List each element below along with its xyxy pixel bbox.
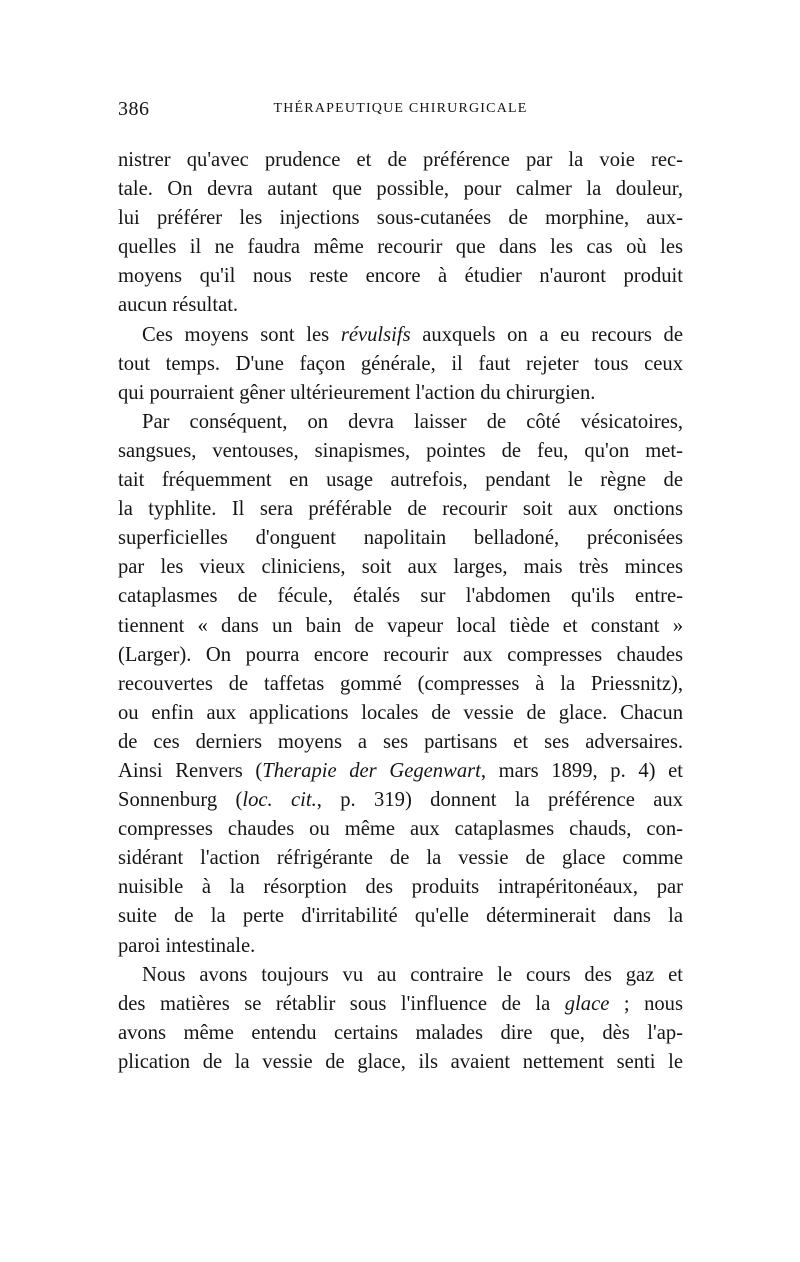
text-line: recouvertes de taffetas gommé (compresses à la Priessnitz), [118,672,683,695]
text-line: tout temps. D'une façon générale, il faut rejeter tous ceux [118,352,683,375]
page-number: 386 [118,98,150,120]
text-line: qui pourraient gêner ultérieurement l'action du chirurgien. [118,381,596,404]
text-segment: , p. 319) donnent la préférence aux [316,789,683,812]
body-text [118,146,683,1077]
text-segment: ; nous [609,992,683,1015]
text-line [118,786,683,815]
text-segment: Ainsi Renvers ( [118,759,263,782]
text-line: tiennent « dans un bain de vapeur local tiède et constant » [118,614,683,637]
text-segment: Sonnenburg ( [118,789,243,812]
text-line [118,321,683,350]
text-line: plication de la vessie de glace, ils avaient nettement senti le [118,1050,683,1073]
text-line: lui préférer les injections sous-cutanées de morphine, aux- [118,207,683,230]
text-line: sidérant l'action réfrigérante de la vessie de glace comme [118,847,683,870]
text-line: nistrer qu'avec prudence et de préférence par la voie rec- [118,149,683,171]
text-line: suite de la perte d'irritabilité qu'elle déterminerait dans la [118,905,683,928]
page-header [118,98,683,128]
running-title: THÉRAPEUTIQUE CHIRURGICALE [273,101,528,116]
text-line: de ces derniers moyens a ses partisans et ses adversaires. [118,730,683,753]
text-line: tale. On devra autant que possible, pour calmer la douleur, [118,178,683,201]
text-line: superficielles d'onguent napolitain belladoné, préconisées [118,527,683,550]
text-line: paroi intestinale. [118,934,256,957]
italic-term: révulsifs [340,323,411,346]
italic-citation: loc. cit. [242,789,317,812]
text-line: compresses chaudes ou même aux cataplasmes chauds, con- [118,818,683,841]
text-line: ou enfin aux applications locales de vessie de glace. Chacun [118,701,683,724]
text-line: la typhlite. Il sera préférable de recourir soit aux onctions [118,498,683,521]
text-line: (Larger). On pourra encore recourir aux compresses chaudes [118,643,683,666]
text-line: par les vieux cliniciens, soit aux larges, mais très minces [118,556,683,579]
italic-term: glace [564,992,610,1015]
text-line: nuisible à la résorption des produits intrapéritonéaux, par [118,876,683,899]
text-line: sangsues, ventouses, sinapismes, pointes de feu, qu'on met- [118,439,683,462]
text-segment: Ces moyens sont les [142,323,341,346]
text-line: avons même entendu certains malades dire que, dès l'ap- [118,1021,683,1044]
text-line: moyens qu'il nous reste encore à étudier n'auront produit [118,265,683,288]
text-line: cataplasmes de fécule, étalés sur l'abdomen qu'ils entre- [118,585,683,608]
text-line: Nous avons toujours vu au contraire le cours des gaz et [142,963,683,986]
text-segment: auxquels on a eu recours de [410,323,683,346]
text-line [118,990,683,1019]
text-line [118,757,683,786]
italic-citation: Therapie der Gegenwart [262,759,481,782]
text-segment: , mars 1899, p. 4) et [480,759,684,782]
text-line: tait fréquemment en usage autrefois, pendant le règne de [118,469,683,492]
text-line: quelles il ne faudra même recourir que dans les cas où les [118,236,683,259]
text-line: Par conséquent, on devra laisser de côté vésicatoires, [142,410,683,433]
text-line: aucun résultat. [118,294,239,317]
text-segment: des matières se rétablir sous l'influence de la [118,992,565,1015]
